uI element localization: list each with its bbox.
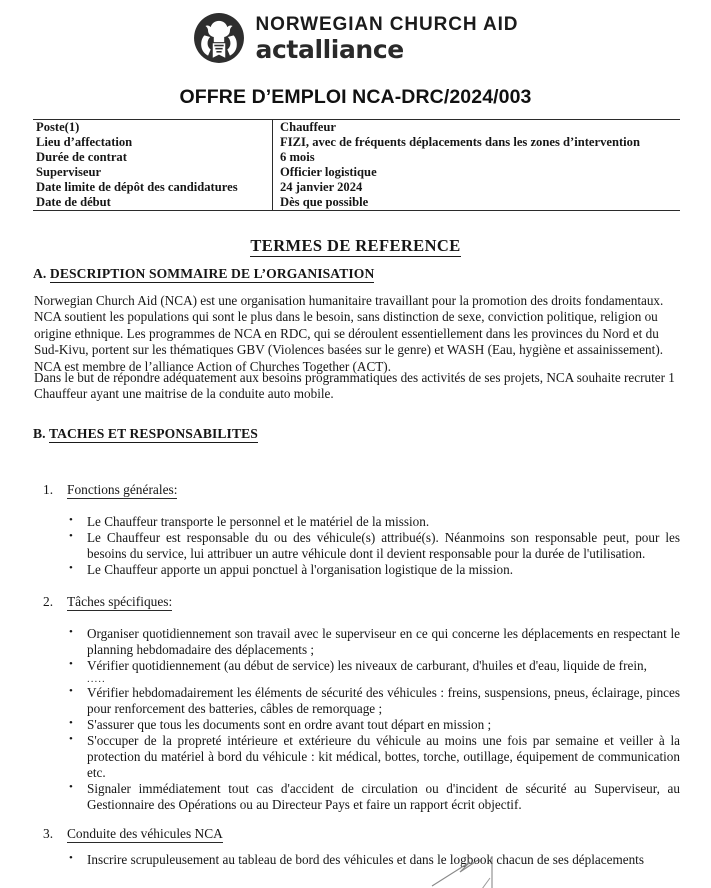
list-item: • Signaler immédiatement tout cas d'accident de circulation ou d'incident de sécurité au Superviseur, au Gestionnaire des Opérations ou au Directeur Pays et faire un rapport écrit objectif. [68, 781, 680, 813]
list-item-2-heading [43, 594, 172, 610]
list-item-3-title: Conduite des véhicules NCA [67, 826, 223, 841]
list-item: • Le Chauffeur transporte le personnel et le matériel de la mission. [68, 514, 680, 530]
organization-name: NORWEGIAN CHURCH AID [255, 13, 519, 35]
section-b-marker: B. [33, 426, 46, 441]
table-cell-value: Officier logistique [280, 165, 377, 180]
list-item-2-number: 2. [43, 594, 54, 609]
table-cell-value: Chauffeur [280, 120, 336, 135]
list-item-1-heading [43, 482, 177, 498]
table-cell-value: 6 mois [280, 150, 315, 165]
document-header [0, 12, 711, 64]
list-item-1-bullets [68, 514, 680, 578]
page-title: OFFRE D’EMPLOI NCA-DRC/2024/003 [179, 86, 532, 108]
main-heading-text: TERMES DE REFERENCE [250, 236, 461, 255]
section-a-title: DESCRIPTION SOMMAIRE DE L’ORGANISATION [49, 266, 375, 281]
list-item-1-title: Fonctions générales: [67, 482, 178, 497]
list-item: • S'assurer que tous les documents sont en ordre avant tout départ en mission ; [68, 717, 680, 733]
table-cell-value: 24 janvier 2024 [280, 180, 363, 195]
list-item-2-title: Tâches spécifiques: [67, 594, 173, 609]
table-cell-label: Durée de contrat [33, 150, 273, 165]
job-info-table [33, 119, 680, 211]
main-heading [0, 236, 711, 256]
section-b-title: TACHES ET RESPONSABILITES [48, 426, 258, 441]
section-a-marker: A. [33, 266, 47, 281]
list-item: • Le Chauffeur est responsable du ou des véhicule(s) attribué(s). Néanmoins son responsable peut, pour les besoins du service, lui attribuer un autre véhicule dont il devient responsable pour la durée de l'utilisation. [68, 530, 680, 562]
list-item-2-bullets [68, 626, 680, 813]
table-cell-label: Date de début [33, 195, 273, 210]
list-item: • Organiser quotidiennement son travail avec le superviseur en ce qui concerne les déplacements en respectant le planning hebdomadaire des déplacements ; [68, 626, 680, 658]
list-item-3-heading [43, 826, 223, 842]
list-item: • Inscrire scrupuleusement au tableau de bord des véhicules et dans le logbook chacun de ses déplacements [68, 852, 680, 868]
nca-dove-hands-logo-icon [193, 12, 245, 64]
section-a-paragraph-1: Norwegian Church Aid (NCA) est une organisation humanitaire travaillant pour la promotion des droits fondamentaux. NCA soutient les populations qui sont le plus dans le besoin, sans distinction de sexe, conviction politique, religion ou origine ethnique. Les programmes de NCA en RDC, qui se déroulent essentiellement dans les provinces du Nord et du Sud-Kivu, portent sur les thématiques GBV (Violences basées sur le genre) et WASH (Eau, hygiène et assainissement). NCA est membre de l’alliance Action of Churches Together (ACT). [34, 293, 664, 374]
table-cell-label: Lieu d’affectation [33, 135, 273, 150]
table-cell-label: Poste(1) [33, 120, 273, 135]
table-row [33, 150, 680, 165]
table-row [33, 135, 680, 150]
list-item: • S'occuper de la propreté intérieure et extérieure du véhicule au moins une fois par semaine et veiller à la protection du matériel à bord du véhicule : kit médical, bottes, torche, outillage, équipement de communication etc. [68, 733, 680, 781]
list-item-3-number: 3. [43, 826, 54, 841]
table-cell-label: Superviseur [33, 165, 273, 180]
table-cell-value: FIZI, avec de fréquents déplacements dans les zones d’intervention [280, 135, 640, 150]
list-item: • Vérifier quotidiennement (au début de service) les niveaux de carburant, d'huiles et d'eau, liquide de frein, [68, 658, 680, 674]
list-item-1-number: 1. [43, 482, 54, 497]
list-item: • Le Chauffeur apporte un appui ponctuel à l'organisation logistique de la mission. [68, 562, 680, 578]
table-row [33, 120, 680, 135]
organization-logo [193, 12, 519, 64]
table-row [33, 180, 680, 195]
section-a-paragraph-2: Dans le but de répondre adéquatement aux besoins programmatiques des activités de ses projets, NCA souhaite recruter 1 Chauffeur ayant une maitrise de la conduite auto mobile. [34, 370, 675, 402]
table-cell-value: Dès que possible [280, 195, 369, 210]
list-item-3-bullets [68, 852, 680, 868]
table-cell-label: Date limite de dépôt des candidatures [33, 180, 273, 195]
ellipsis-continuation: ..... [87, 673, 106, 686]
logo-wordmark [256, 15, 519, 62]
alliance-name: actalliance [255, 34, 404, 64]
table-row [33, 165, 680, 180]
list-item: • Vérifier hebdomadairement les éléments de sécurité des véhicules : freins, suspensions, pneus, éclairage, pinces pour renforcement des batteries, câbles de remorquage ; [68, 685, 680, 717]
section-b-heading [33, 426, 258, 442]
table-row [33, 195, 680, 210]
section-a-heading [33, 266, 374, 282]
